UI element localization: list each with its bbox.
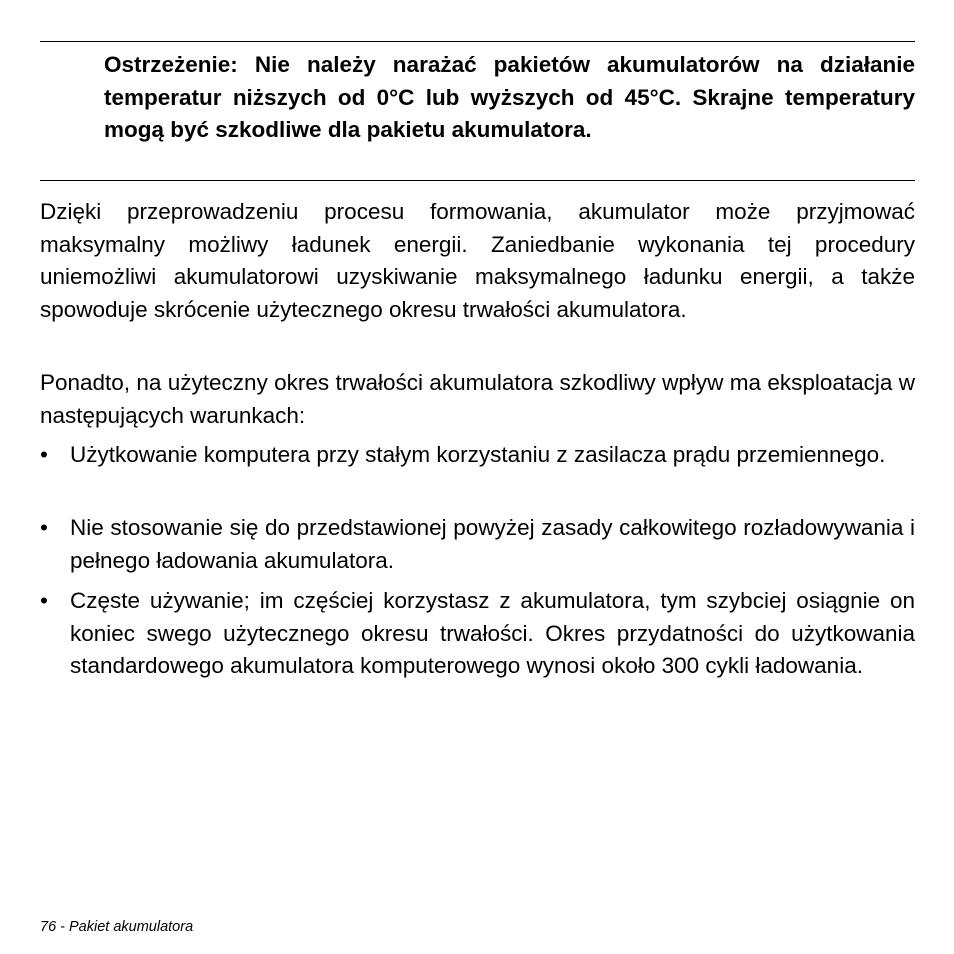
bullet-icon: • [40, 588, 48, 613]
list-item [40, 512, 915, 577]
list-item-text: Częste używanie; im częściej korzystasz z akumulatora, tym szybciej osiągnie on koniec swego użytecznego okresu trwałości. Okres przydatności do użytkowania standardowego akumulatora komputerowego wynosi około 300 cykli ładowania. [70, 588, 915, 678]
warning-top-rule [40, 41, 915, 42]
bullet-icon: • [40, 515, 48, 540]
page-footer: 76 - Pakiet akumulatora [40, 919, 194, 935]
bullet-icon: • [40, 442, 48, 467]
list-item [40, 439, 915, 472]
paragraph-formowanie: Dzięki przeprowadzeniu procesu formowania, akumulator może przyjmować maksymalny możliwy ładunek energii. Zaniedbanie wykonania tej procedury uniemożliwi akumulatorowi uzyskiwanie maksymalnego ładunku energii, a także spowoduje skrócenie użytecznego okresu trwałości akumulatora. [40, 199, 915, 322]
warning-note: Ostrzeżenie: Nie należy narażać pakietów akumulatorów na działanie temperatur niższych od 0°C lub wyższych od 45°C. Skrajne temperatury mogą być szkodliwe dla pakietu akumulatora. [104, 52, 915, 142]
warning-bottom-rule [40, 180, 915, 181]
paragraph-eksploatacja: Ponadto, na użyteczny okres trwałości akumulatora szkodliwy wpływ ma eksploatacja w następujących warunkach: [40, 370, 915, 428]
list-item-text: Nie stosowanie się do przedstawionej powyżej zasady całkowitego rozładowywania i pełnego ładowania akumulatora. [70, 515, 915, 573]
list-item-text: Użytkowanie komputera przy stałym korzystaniu z zasilacza prądu przemiennego. [70, 442, 886, 467]
list-item [40, 585, 915, 683]
